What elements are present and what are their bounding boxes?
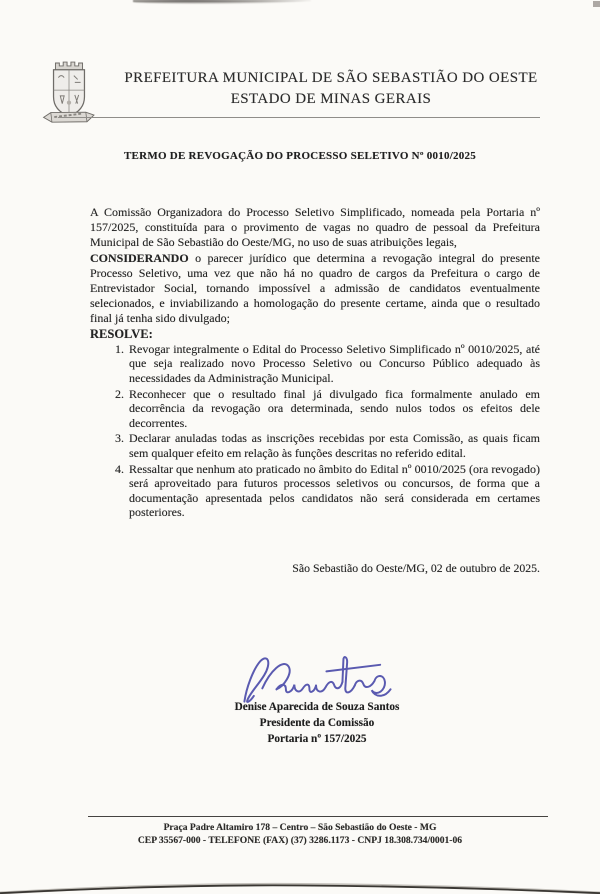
resolutions-list	[90, 342, 540, 520]
intro-paragraph: A Comissão Organizadora do Processo Seletivo Simplificado, nomeada pela Portaria nº 157/2025, constituída para o provimento de vagas no quadro de pessoal da Prefeitura Municipal de São Sebastião do Oeste/MG, no uso de suas atribuições legais,	[90, 205, 540, 250]
org-name: PREFEITURA MUNICIPAL DE SÃO SEBASTIÃO DO OESTE	[124, 70, 538, 86]
resolution-item-2: 2. Reconhecer que o resultado final já divulgado fica formalmente anulado em decorrência da revogação ora determinada, sendo nulos todos os efeitos dele decorrentes.	[127, 387, 540, 431]
document-body	[90, 205, 540, 576]
footer-line-2: CEP 35567-000 - TELEFONE (FAX) (37) 3286.1173 - CNPJ 18.308.734/0001-06	[137, 835, 463, 846]
scan-artifact-corner-mark	[593, 1, 600, 7]
resolution-item-3: 3. Declarar anuladas todas as inscrições recebidas por esta Comissão, as quais ficam sem qualquer efeito em relação às funções descritas no referido edital.	[127, 431, 540, 460]
handwritten-signature	[233, 645, 401, 711]
footer-divider	[88, 816, 548, 817]
footer-line-1: Praça Padre Altamiro 178 – Centro – São Sebastião do Oeste - MG	[163, 822, 437, 833]
letterhead	[40, 56, 560, 126]
signer-role: Presidente da Comissão	[259, 717, 375, 729]
document-title: TERMO DE REVOGAÇÃO DO PROCESSO SELETIVO Nº 0010/2025	[123, 150, 477, 162]
considerando-text: o parecer jurídico que determina a revogação integral do presente Processo Seletivo, uma vez que não há no quadro de cargos da Prefeitura o cargo de Entrevistador Social, tornando impossível a admissão de candidatos eventualmente selecionados, e inviabilizando a homologação do presente certame, ainda que o resultado final já tenha sido divulgado;	[90, 250, 540, 326]
resolution-item-1: 1. Revogar integralmente o Edital do Processo Seletivo Simplificado nº 0010/2025, até que seja realizado novo Processo Seletivo ou Concurso Público adequado às necessidades da Administração Municipal.	[127, 342, 540, 386]
org-state: ESTADO DE MINAS GERAIS	[230, 91, 432, 107]
signature-block	[17, 645, 600, 747]
scan-artifact-top-smudge	[133, 0, 311, 4]
footer-address	[40, 821, 560, 847]
letterhead-text	[102, 56, 560, 110]
header-divider	[58, 117, 540, 118]
signer-name: Denise Aparecida de Souza Santos	[234, 701, 400, 713]
scan-artifact-bottom-edge	[0, 878, 600, 894]
considerando-paragraph	[90, 251, 540, 327]
date-line: São Sebastião do Oeste/MG, 02 de outubro de 2025.	[292, 560, 540, 575]
resolution-item-4: 4. Ressaltar que nenhum ato praticado no âmbito do Edital nº 0010/2025 (ora revogado) será aproveitado para futuros processos seletivos ou concursos, de forma que a documentação apresentada pelos candidatos não será considerada em certames posteriores.	[127, 462, 540, 520]
signer-ordinance: Portaria nº 157/2025	[267, 733, 367, 745]
considerando-keyword: CONSIDERANDO	[90, 250, 189, 265]
resolve-label: RESOLVE:	[90, 326, 153, 341]
